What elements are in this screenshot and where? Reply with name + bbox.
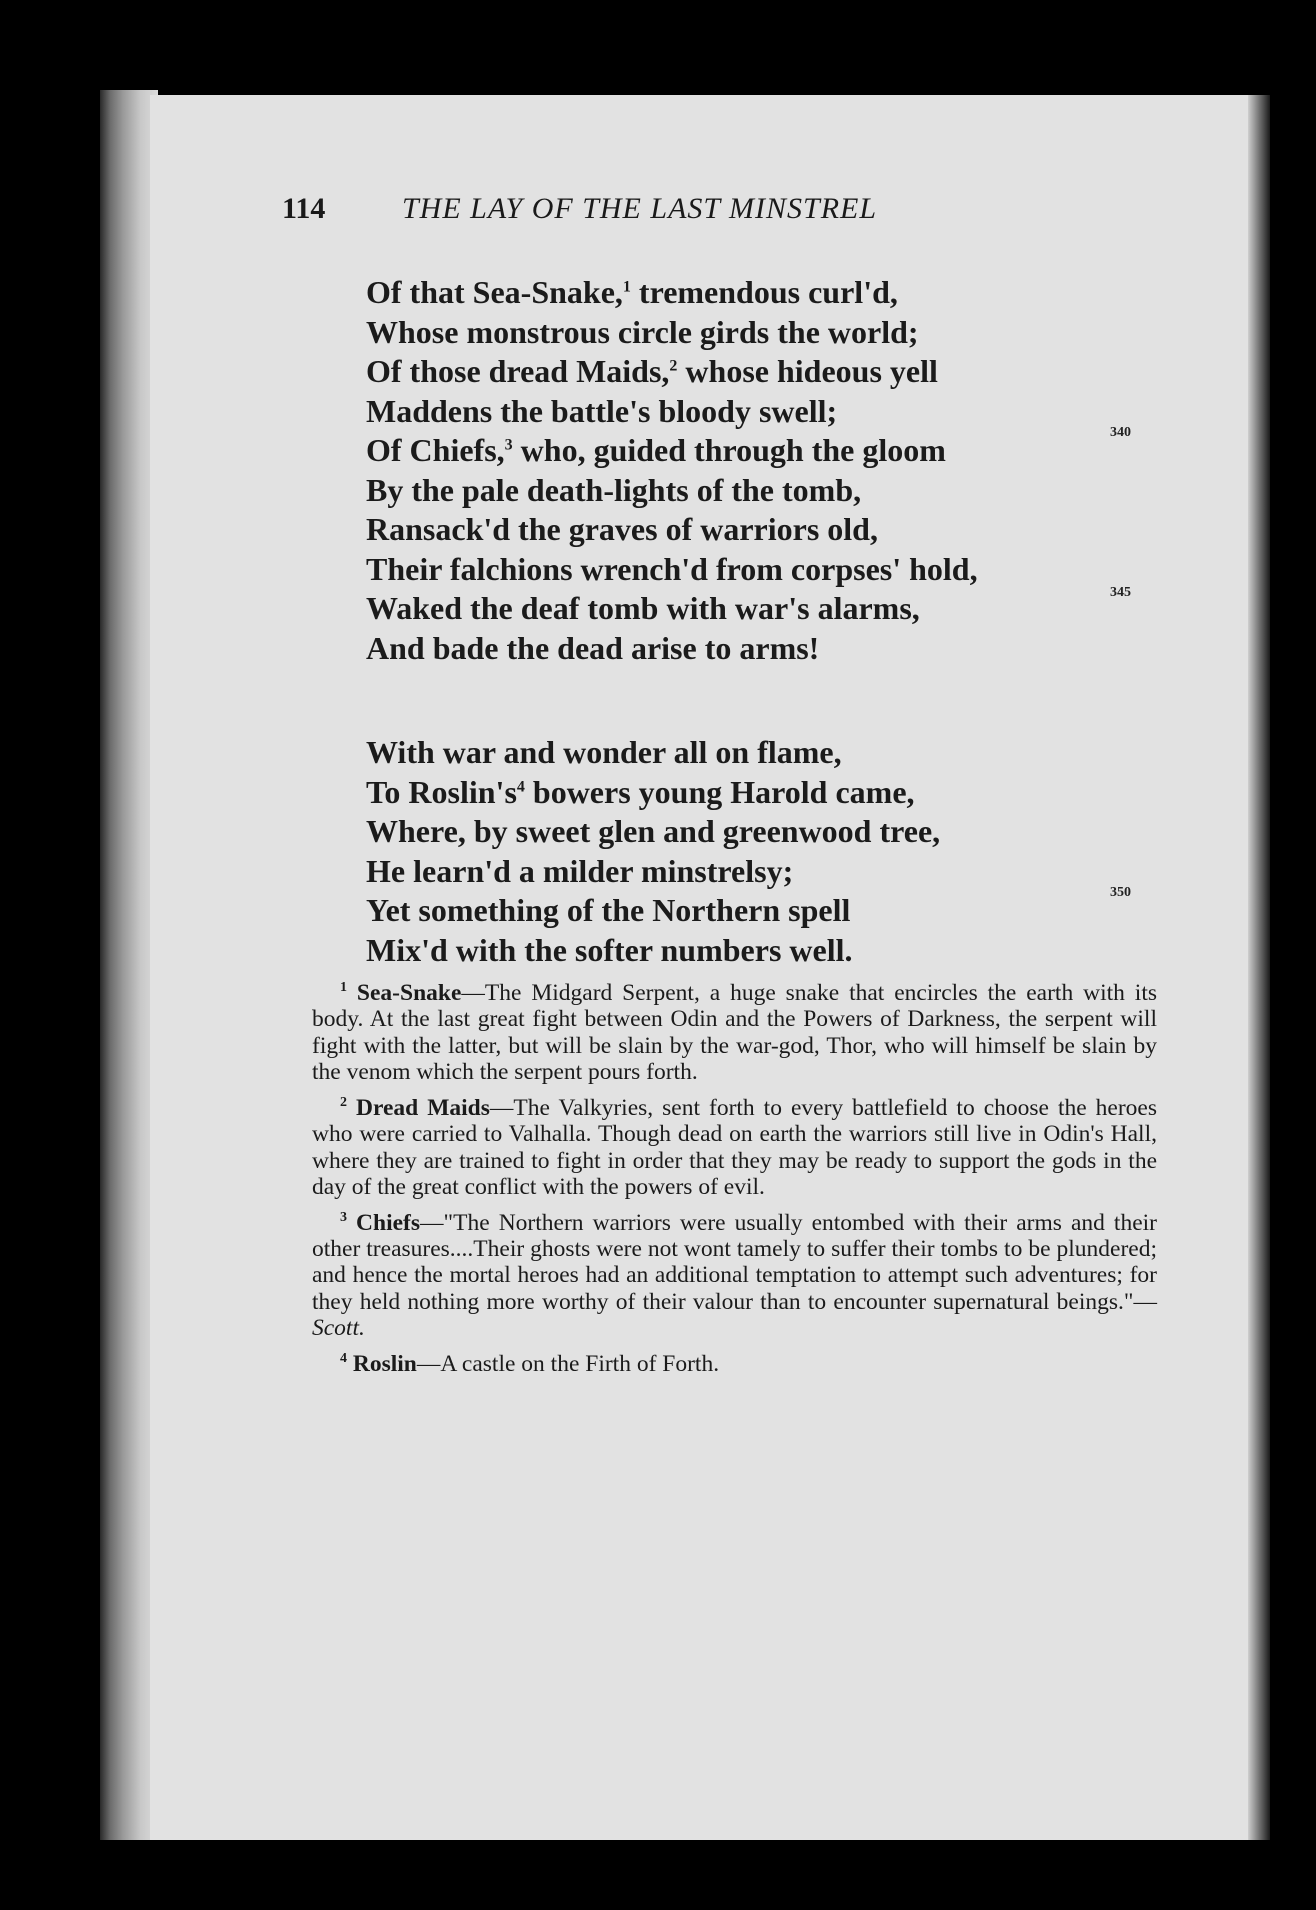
footnote-text: —A castle on the Firth of Forth.: [416, 1350, 720, 1377]
verse-line: To Roslin's$^4$ bowers young Harold came,: [366, 773, 915, 810]
verse-line: By the pale death-lights of the tomb,: [366, 471, 862, 508]
line-number: 345: [1110, 585, 1131, 600]
footnote-marker: 3: [340, 1209, 347, 1225]
book-page: [150, 95, 1270, 1840]
footnote-text: —The Valkyries, sent forth to every battlefield to choose the heroes who were carried to Valhalla. Though dead on earth the warriors still live in Odin's Hall, where they are trained to fight in order that they may be ready to support the gods in the day of the great conflict with the powers of evil.: [312, 1094, 1157, 1201]
verse-line: Of those dread Maids,$^2$ whose hideous yell: [366, 353, 938, 389]
verse-line: Waked the deaf tomb with war's alarms,: [366, 590, 920, 626]
running-title: THE LAY OF THE LAST MINSTREL: [402, 192, 878, 225]
verse-line: Of Chiefs,$^3$ who, guided through the gloom: [366, 432, 946, 468]
verse-line: Their falchions wrench'd from corpses' hold,: [366, 550, 978, 587]
footnote-ref: 2: [669, 357, 678, 375]
verse-line: Maddens the battle's bloody swell;: [366, 392, 838, 429]
verse-line: And bade the dead arise to arms!: [366, 629, 820, 666]
footnote-term: Sea-Snake: [356, 979, 462, 1006]
verse-line: Whose monstrous circle girds the world;: [366, 313, 919, 350]
stanza-1: [366, 273, 1126, 668]
verse-line: Ransack'd the graves of warriors old,: [366, 511, 878, 547]
footnote: [312, 1346, 1157, 1377]
footnote-text: —"The Northern warriors were usually entombed with their arms and their other treasures....Their ghosts were not wont tamely to suffer their tombs to be plundered; and hence the mortal heroes had an additional temptation to attempt such adventures; for they held nothing more worthy of their valour than to encounter supernatural beings."—: [312, 1209, 1157, 1315]
footnote: [312, 975, 1157, 1086]
footnote-ref: 3: [504, 436, 513, 454]
verse-line: Mix'd with the softer numbers well.: [366, 931, 853, 968]
verse-line: He learn'd a milder minstrelsy;: [366, 852, 794, 889]
footnote-ref: 1: [622, 278, 631, 296]
verse-line: Where, by sweet glen and greenwood tree,: [366, 813, 941, 849]
footnote-marker: 4: [340, 1350, 347, 1366]
footnote-term: Roslin: [352, 1350, 417, 1377]
line-number: 350: [1110, 885, 1131, 900]
footnote-ref: 4: [516, 777, 525, 795]
footnote: [312, 1205, 1157, 1342]
footnote-term: Chiefs: [356, 1209, 421, 1236]
footnote-marker: 1: [340, 980, 347, 995]
verse-line: Yet something of the Northern spell: [366, 892, 851, 928]
verse-line: Of that Sea-Snake,$^1$ tremendous curl'd,: [366, 274, 898, 310]
footnote-term: Dread Maids: [356, 1094, 490, 1121]
line-number: 340: [1110, 425, 1131, 440]
page-edge: [1248, 95, 1270, 1840]
verse-line: With war and wonder all on flame,: [366, 734, 842, 770]
page-header: [282, 192, 1162, 232]
footnote-text: —The Midgard Serpent, a huge snake that encircles the earth with its body. At the last great fight between Odin and the Powers of Darkness, the serpent will fight with the latter, but will be slain by the war-god, Thor, who will himself be slain by the venom which the serpent pours forth.: [312, 979, 1158, 1086]
footnote-source: Scott.: [312, 1315, 365, 1342]
footnote-marker: 2: [340, 1094, 347, 1110]
footnotes: [312, 975, 1157, 1381]
footnote: [312, 1090, 1157, 1201]
page-number: 114: [282, 192, 326, 225]
stanza-2: [366, 733, 1126, 970]
